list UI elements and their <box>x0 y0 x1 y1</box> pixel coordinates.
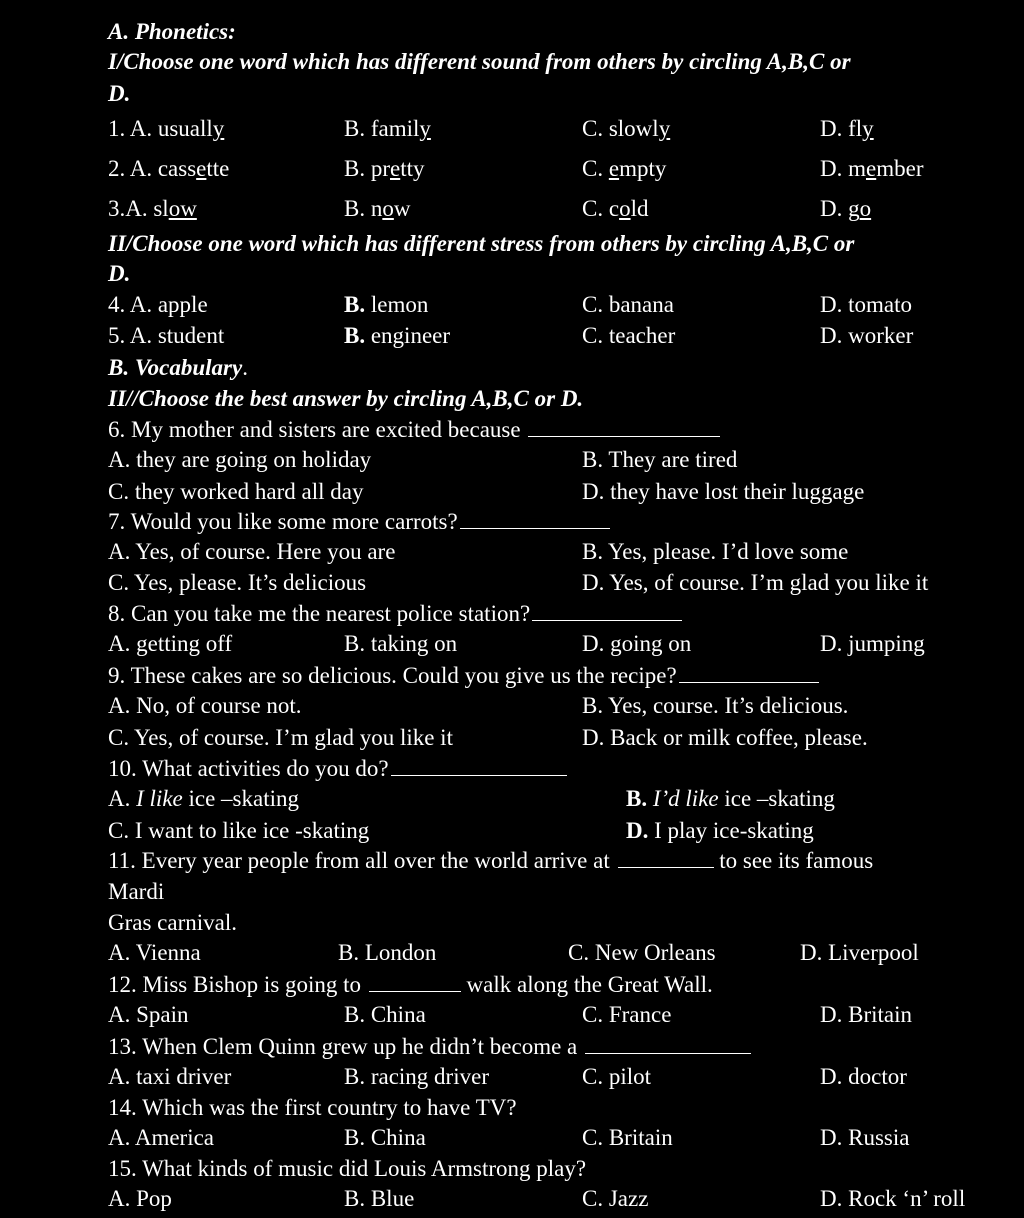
q14-option-c[interactable]: C. Britain <box>582 1125 673 1150</box>
q12-stem: 12. Miss Bishop is going to walk along the Great Wall. <box>108 972 713 997</box>
q14-option-a[interactable]: A. America <box>108 1125 215 1150</box>
q9-blank[interactable] <box>679 664 819 683</box>
q1-option-a[interactable]: 1. A. usually <box>108 116 225 141</box>
q12-blank[interactable] <box>369 973 461 992</box>
q2-option-b[interactable]: B. pretty <box>344 156 425 181</box>
q11-option-c[interactable]: C. New Orleans <box>568 940 716 965</box>
q5-option-d[interactable]: D. worker <box>820 323 914 348</box>
q9-option-b[interactable]: B. Yes, course. It’s delicious. <box>582 693 849 718</box>
q5-option-a[interactable]: 5. A. student <box>108 323 225 348</box>
q2-option-d[interactable]: D. member <box>820 156 924 181</box>
q11-stem-line3: Gras carnival. <box>108 910 237 935</box>
instruction-stress-line1: II/Choose one word which has different stress from others by circling A,B,C or <box>108 231 855 256</box>
q15-option-a[interactable]: A. Pop <box>108 1186 172 1211</box>
q2-option-a[interactable]: 2. A. cassette <box>108 156 230 181</box>
q10-stem: 10. What activities do you do? <box>108 757 567 780</box>
q1-option-c[interactable]: C. slowly <box>582 116 671 141</box>
q6-option-c[interactable]: C. they worked hard all day <box>108 479 364 504</box>
q15-option-b[interactable]: B. Blue <box>344 1186 415 1211</box>
q1-option-d[interactable]: D. fly <box>820 116 874 141</box>
q13-option-a[interactable]: A. taxi driver <box>108 1064 232 1089</box>
q11-blank[interactable] <box>618 849 714 868</box>
q10-option-b[interactable]: B. I’d like ice –skating <box>626 786 835 811</box>
section-vocabulary-heading: B. Vocabulary. <box>108 355 248 380</box>
q5-option-c[interactable]: C. teacher <box>582 323 676 348</box>
q14-stem: 14. Which was the first country to have TV? <box>108 1095 517 1120</box>
q8-option-c[interactable]: D. going on <box>582 631 692 656</box>
q15-stem: 15. What kinds of music did Louis Armstrong play? <box>108 1156 587 1181</box>
q15-option-c[interactable]: C. Jazz <box>582 1186 649 1211</box>
instruction-sound-line2: D. <box>108 81 131 106</box>
q2-option-c[interactable]: C. empty <box>582 156 667 181</box>
q14-option-b[interactable]: B. China <box>344 1125 426 1150</box>
q6-blank[interactable] <box>528 418 720 437</box>
q9-stem: 9. These cakes are so delicious. Could you give us the recipe? <box>108 664 819 687</box>
q9-option-d[interactable]: D. Back or milk coffee, please. <box>582 725 868 750</box>
q11-option-d[interactable]: D. Liverpool <box>800 940 919 965</box>
q4-option-b[interactable]: B. lemon <box>344 292 429 317</box>
q8-option-d[interactable]: D. jumping <box>820 631 925 656</box>
q8-option-b[interactable]: B. taking on <box>344 631 458 656</box>
q3-option-b[interactable]: B. now <box>344 196 411 221</box>
q11-stem-line2: Mardi <box>108 879 165 904</box>
q12-option-c[interactable]: C. France <box>582 1002 672 1027</box>
q7-option-b[interactable]: B. Yes, please. I’d love some <box>582 539 849 564</box>
q8-option-a[interactable]: A. getting off <box>108 631 233 656</box>
q7-option-c[interactable]: C. Yes, please. It’s delicious <box>108 570 367 595</box>
q10-blank[interactable] <box>391 757 567 776</box>
instruction-stress-line2: D. <box>108 261 131 286</box>
q10-option-d[interactable]: D. I play ice-skating <box>626 818 814 843</box>
q4-option-a[interactable]: 4. A. apple <box>108 292 208 317</box>
q9-option-c[interactable]: C. Yes, of course. I’m glad you like it <box>108 725 453 750</box>
q4-option-c[interactable]: C. banana <box>582 292 674 317</box>
instruction-best-answer: II//Choose the best answer by circling A,B,C or D. <box>108 386 584 411</box>
q1-option-b[interactable]: B. family <box>344 116 431 141</box>
q13-option-b[interactable]: B. racing driver <box>344 1064 489 1089</box>
q12-option-b[interactable]: B. China <box>344 1002 426 1027</box>
q13-blank[interactable] <box>585 1035 751 1054</box>
q7-option-d[interactable]: D. Yes, of course. I’m glad you like it <box>582 570 929 595</box>
q3-option-a[interactable]: 3.A. slow <box>108 196 197 221</box>
q9-option-a[interactable]: A. No, of course not. <box>108 693 302 718</box>
instruction-sound-line1: I/Choose one word which has different sound from others by circling A,B,C or <box>108 49 851 74</box>
q13-option-d[interactable]: D. doctor <box>820 1064 907 1089</box>
q7-option-a[interactable]: A. Yes, of course. Here you are <box>108 539 396 564</box>
q11-option-b[interactable]: B. London <box>338 940 437 965</box>
q8-blank[interactable] <box>532 602 682 621</box>
q10-option-a[interactable]: A. I like ice –skating <box>108 786 299 811</box>
q13-option-c[interactable]: C. pilot <box>582 1064 652 1089</box>
q12-option-d[interactable]: D. Britain <box>820 1002 912 1027</box>
q8-stem: 8. Can you take me the nearest police station? <box>108 602 682 625</box>
q7-stem: 7. Would you like some more carrots? <box>108 510 610 533</box>
q10-option-c[interactable]: C. I want to like ice -skating <box>108 818 370 843</box>
q3-option-d[interactable]: D. go <box>820 196 872 221</box>
q13-stem: 13. When Clem Quinn grew up he didn’t become a <box>108 1035 751 1058</box>
q14-option-d[interactable]: D. Russia <box>820 1125 910 1150</box>
section-phonetics-heading: A. Phonetics: <box>108 19 236 44</box>
q15-option-d[interactable]: D. Rock ‘n’ roll <box>820 1186 966 1211</box>
q6-option-b[interactable]: B. They are tired <box>582 447 738 472</box>
q4-option-d[interactable]: D. tomato <box>820 292 912 317</box>
q11-stem: 11. Every year people from all over the world arrive at to see its famous <box>108 848 874 873</box>
q11-option-a[interactable]: A. Vienna <box>108 940 201 965</box>
q6-option-d[interactable]: D. they have lost their luggage <box>582 479 865 504</box>
q3-option-c[interactable]: C. cold <box>582 196 649 221</box>
q7-blank[interactable] <box>460 510 610 529</box>
q6-option-a[interactable]: A. they are going on holiday <box>108 447 372 472</box>
q6-stem: 6. My mother and sisters are excited because <box>108 418 720 441</box>
q5-option-b[interactable]: B. engineer <box>344 323 451 348</box>
q12-option-a[interactable]: A. Spain <box>108 1002 189 1027</box>
